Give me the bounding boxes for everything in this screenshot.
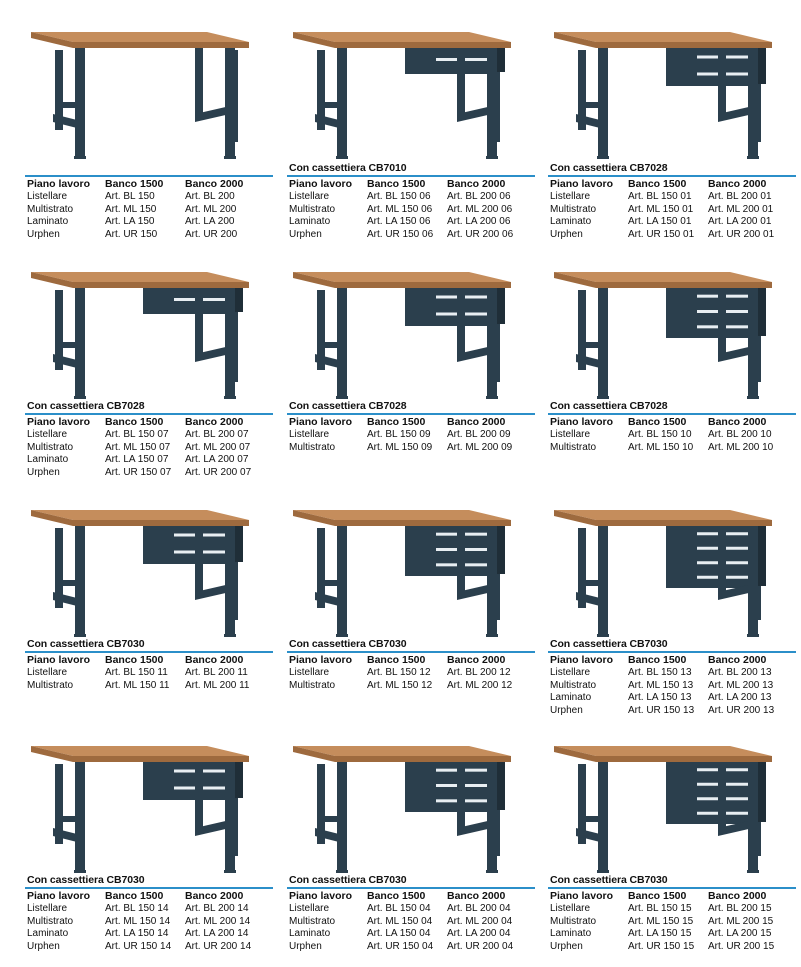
article-code: Art. BL 200 09 [447, 428, 511, 440]
table-row [550, 680, 774, 693]
column-header: Piano lavoro [550, 178, 614, 190]
article-code-table [27, 654, 249, 692]
article-code: Art. ML 150 01 [628, 203, 694, 215]
column-header: Banco 2000 [185, 654, 244, 666]
column-header: Piano lavoro [27, 178, 91, 190]
table-row [27, 442, 251, 455]
article-code-table [289, 890, 513, 954]
article-code: Art. LA 200 04 [447, 928, 511, 940]
caption-divider [25, 887, 273, 889]
article-code: Art. BL 200 06 [447, 190, 511, 202]
drawer-unit-caption: Con cassettiera CB7030 [27, 638, 145, 650]
article-code: Art. BL 200 11 [185, 666, 248, 678]
article-code: Art. ML 200 10 [708, 441, 774, 453]
workbench-illustration [293, 746, 511, 873]
table-row [550, 692, 774, 705]
article-code: Art. ML 150 06 [367, 203, 433, 215]
worktop-material: Listellare [27, 902, 68, 914]
table-row [289, 928, 513, 941]
column-header: Banco 1500 [367, 654, 426, 666]
column-header: Banco 1500 [367, 890, 426, 902]
worktop-material: Urphen [27, 467, 60, 479]
article-code: Art. ML 200 09 [447, 441, 513, 453]
worktop-material: Multistrato [289, 915, 336, 927]
table-row [27, 928, 251, 941]
table-row [27, 429, 251, 442]
worktop-material: Listellare [27, 428, 68, 440]
product-cell [25, 476, 275, 712]
table-row [27, 903, 251, 916]
drawer-unit-caption: Con cassettiera CB7028 [289, 400, 407, 412]
article-code: Art. ML 150 15 [628, 915, 694, 927]
article-code: Art. BL 150 01 [628, 190, 692, 202]
worktop-material: Listellare [550, 666, 591, 678]
caption-divider [548, 887, 796, 889]
worktop-material: Urphen [550, 941, 583, 953]
article-code: Art. UR 200 13 [708, 705, 775, 717]
column-header: Piano lavoro [289, 416, 353, 428]
article-code: Art. UR 200 14 [185, 941, 252, 953]
worktop-material: Multistrato [289, 441, 336, 453]
worktop-material: Laminato [550, 216, 592, 228]
table-row [289, 903, 513, 916]
table-row [27, 454, 251, 467]
caption-divider [548, 175, 796, 177]
article-code: Art. BL 200 [185, 190, 235, 202]
article-code: Art. ML 200 06 [447, 203, 513, 215]
article-code: Art. BL 200 01 [708, 190, 772, 202]
drawer-unit-caption: Con cassettiera CB7028 [27, 400, 145, 412]
column-header: Piano lavoro [27, 654, 91, 666]
workbench-image [287, 2, 537, 172]
article-code: Art. ML 150 11 [105, 679, 170, 691]
workbench-illustration [31, 32, 249, 159]
drawer-unit-caption: Con cassettiera CB7028 [550, 400, 668, 412]
column-header: Banco 2000 [708, 416, 767, 428]
article-code: Art. LA 200 [185, 216, 235, 228]
article-code: Art. LA 150 15 [628, 928, 692, 940]
article-code: Art. LA 200 07 [185, 454, 249, 466]
table-header-row [27, 416, 251, 429]
table-row [550, 442, 773, 455]
worktop-material: Urphen [27, 229, 60, 241]
article-code: Art. UR 150 04 [367, 941, 434, 953]
article-code: Art. BL 200 15 [708, 902, 772, 914]
column-header: Banco 1500 [628, 890, 687, 902]
article-code: Art. LA 200 14 [185, 928, 249, 940]
workbench-illustration [31, 272, 249, 399]
table-header-row [550, 178, 774, 191]
article-code: Art. UR 150 06 [367, 229, 434, 241]
caption-divider [25, 413, 273, 415]
article-code: Art. BL 200 12 [447, 666, 511, 678]
workbench-image [287, 480, 537, 650]
article-code: Art. ML 200 13 [708, 679, 774, 691]
worktop-material: Multistrato [27, 203, 74, 215]
column-header: Banco 1500 [367, 178, 426, 190]
workbench-image [548, 242, 798, 412]
worktop-material: Multistrato [289, 203, 336, 215]
product-cell [25, 0, 275, 241]
table-header-row [550, 654, 774, 667]
article-code-table [27, 178, 243, 242]
column-header: Banco 2000 [185, 178, 244, 190]
article-code-table [27, 416, 251, 480]
article-code: Art. UR 150 07 [105, 467, 172, 479]
table-row [27, 204, 243, 217]
article-code: Art. UR 200 01 [708, 229, 775, 241]
drawer-unit-caption: Con cassettiera CB7030 [550, 874, 668, 886]
article-code-table [27, 890, 251, 954]
worktop-material: Listellare [289, 902, 330, 914]
article-code: Art. UR 150 14 [105, 941, 172, 953]
workbench-illustration [293, 32, 511, 159]
worktop-material: Listellare [289, 190, 330, 202]
column-header: Banco 2000 [447, 890, 506, 902]
workbench-image [25, 716, 275, 886]
worktop-material: Laminato [550, 692, 592, 704]
product-cell [287, 238, 537, 474]
worktop-material: Laminato [289, 928, 331, 940]
column-header: Banco 1500 [628, 654, 687, 666]
article-code: Art. LA 150 04 [367, 928, 431, 940]
worktop-material: Listellare [27, 666, 68, 678]
column-header: Piano lavoro [27, 416, 91, 428]
worktop-material: Multistrato [550, 203, 597, 215]
article-code: Art. BL 200 07 [185, 428, 249, 440]
article-code: Art. ML 150 04 [367, 915, 433, 927]
article-code: Art. BL 150 10 [628, 428, 692, 440]
worktop-material: Multistrato [550, 915, 597, 927]
article-code-table [550, 416, 773, 454]
column-header: Banco 1500 [628, 416, 687, 428]
product-cell [25, 238, 275, 479]
workbench-illustration [31, 510, 249, 637]
workbench-image [548, 2, 798, 172]
product-cell [287, 0, 537, 241]
worktop-material: Listellare [289, 666, 330, 678]
caption-divider [287, 413, 535, 415]
article-code: Art. UR 200 [185, 229, 238, 241]
article-code: Art. BL 150 06 [367, 190, 431, 202]
product-cell [548, 712, 798, 953]
article-code: Art. BL 150 07 [105, 428, 169, 440]
table-row [289, 191, 513, 204]
column-header: Banco 1500 [105, 654, 164, 666]
product-cell [548, 0, 798, 241]
worktop-material: Laminato [27, 216, 69, 228]
article-code: Art. BL 200 04 [447, 902, 511, 914]
article-code: Art. ML 150 07 [105, 441, 171, 453]
article-code: Art. UR 200 07 [185, 467, 252, 479]
table-row [289, 429, 512, 442]
article-code: Art. BL 150 11 [105, 666, 168, 678]
column-header: Banco 2000 [185, 890, 244, 902]
table-row [289, 680, 512, 693]
drawer-unit-caption: Con cassettiera CB7030 [289, 638, 407, 650]
worktop-material: Urphen [289, 229, 322, 241]
table-row [289, 916, 513, 929]
article-code-table [289, 416, 512, 454]
column-header: Piano lavoro [550, 416, 614, 428]
table-row [550, 928, 774, 941]
table-header-row [27, 654, 249, 667]
worktop-material: Multistrato [27, 915, 74, 927]
article-code: Art. BL 150 12 [367, 666, 431, 678]
table-row [289, 667, 512, 680]
article-code: Art. BL 150 15 [628, 902, 692, 914]
article-code: Art. LA 150 06 [367, 216, 431, 228]
workbench-image [548, 480, 798, 650]
drawer-unit-caption: Con cassettiera CB7030 [289, 874, 407, 886]
article-code: Art. BL 150 13 [628, 666, 692, 678]
article-code: Art. UR 150 01 [628, 229, 695, 241]
article-code: Art. ML 200 15 [708, 915, 774, 927]
worktop-material: Multistrato [550, 679, 597, 691]
article-code: Art. LA 150 13 [628, 692, 692, 704]
article-code: Art. LA 200 01 [708, 216, 772, 228]
article-code: Art. ML 200 01 [708, 203, 774, 215]
article-code: Art. ML 200 04 [447, 915, 513, 927]
table-row [289, 216, 513, 229]
workbench-illustration [554, 510, 772, 637]
article-code: Art. BL 200 14 [185, 902, 249, 914]
workbench-illustration [554, 32, 772, 159]
article-code: Art. UR 200 06 [447, 229, 514, 241]
article-code: Art. BL 150 14 [105, 902, 169, 914]
worktop-material: Listellare [289, 428, 330, 440]
drawer-unit-caption: Con cassettiera CB7030 [550, 638, 668, 650]
article-code: Art. UR 150 13 [628, 705, 695, 717]
worktop-material: Listellare [550, 190, 591, 202]
column-header: Banco 2000 [708, 890, 767, 902]
workbench-image [287, 716, 537, 886]
article-code: Art. ML 150 13 [628, 679, 694, 691]
worktop-material: Laminato [550, 928, 592, 940]
article-code: Art. BL 150 09 [367, 428, 431, 440]
table-row [550, 941, 774, 954]
worktop-material: Laminato [27, 454, 69, 466]
product-cell [287, 712, 537, 953]
table-row [550, 191, 774, 204]
article-code: Art. ML 200 12 [447, 679, 513, 691]
table-row [27, 667, 249, 680]
table-row [289, 204, 513, 217]
article-code-table [289, 178, 513, 242]
article-code: Art. LA 150 [105, 216, 155, 228]
workbench-image [25, 242, 275, 412]
workbench-image [548, 716, 798, 886]
workbench-image [25, 2, 275, 172]
worktop-material: Listellare [550, 902, 591, 914]
column-header: Banco 2000 [185, 416, 244, 428]
article-code: Art. ML 200 14 [185, 915, 251, 927]
column-header: Banco 1500 [105, 178, 164, 190]
column-header: Banco 2000 [447, 178, 506, 190]
column-header: Banco 2000 [447, 654, 506, 666]
article-code: Art. ML 150 10 [628, 441, 694, 453]
table-row [289, 941, 513, 954]
worktop-material: Listellare [550, 428, 591, 440]
article-code-table [289, 654, 512, 692]
product-cell [548, 238, 798, 474]
table-header-row [550, 890, 774, 903]
article-code: Art. UR 200 15 [708, 941, 775, 953]
product-cell [25, 712, 275, 953]
article-code: Art. ML 200 11 [185, 679, 250, 691]
column-header: Piano lavoro [289, 890, 353, 902]
article-code: Art. UR 200 04 [447, 941, 514, 953]
article-code: Art. ML 200 [185, 203, 237, 215]
article-code: Art. LA 200 06 [447, 216, 511, 228]
worktop-material: Urphen [289, 941, 322, 953]
article-code: Art. UR 150 15 [628, 941, 695, 953]
table-row [27, 216, 243, 229]
worktop-material: Urphen [550, 229, 583, 241]
table-row [27, 916, 251, 929]
product-cell [287, 476, 537, 712]
table-header-row [289, 178, 513, 191]
article-code: Art. BL 200 10 [708, 428, 772, 440]
article-code-table [550, 178, 774, 242]
article-code: Art. UR 150 [105, 229, 158, 241]
table-row [27, 191, 243, 204]
column-header: Banco 2000 [447, 416, 506, 428]
article-code-table [550, 890, 774, 954]
worktop-material: Urphen [27, 941, 60, 953]
article-code: Art. BL 200 13 [708, 666, 772, 678]
caption-divider [287, 887, 535, 889]
table-row [550, 903, 774, 916]
column-header: Banco 1500 [628, 178, 687, 190]
article-code: Art. LA 150 07 [105, 454, 169, 466]
table-row [550, 667, 774, 680]
worktop-material: Multistrato [27, 679, 74, 691]
article-code-table [550, 654, 774, 718]
worktop-material: Urphen [550, 705, 583, 717]
drawer-unit-caption: Con cassettiera CB7010 [289, 162, 407, 174]
table-row [550, 216, 774, 229]
column-header: Banco 1500 [367, 416, 426, 428]
drawer-unit-caption: Con cassettiera CB7028 [550, 162, 668, 174]
column-header: Banco 2000 [708, 178, 767, 190]
column-header: Piano lavoro [289, 178, 353, 190]
article-code: Art. LA 150 01 [628, 216, 692, 228]
worktop-material: Multistrato [550, 441, 597, 453]
table-row [550, 204, 774, 217]
workbench-image [287, 242, 537, 412]
worktop-material: Laminato [289, 216, 331, 228]
column-header: Piano lavoro [550, 654, 614, 666]
table-row [27, 941, 251, 954]
worktop-material: Multistrato [27, 441, 74, 453]
column-header: Banco 1500 [105, 416, 164, 428]
workbench-illustration [293, 510, 511, 637]
caption-divider [25, 651, 273, 653]
workbench-illustration [31, 746, 249, 873]
table-header-row [550, 416, 773, 429]
article-code: Art. BL 150 04 [367, 902, 431, 914]
article-code: Art. ML 150 14 [105, 915, 171, 927]
caption-divider [548, 651, 796, 653]
workbench-image [25, 480, 275, 650]
worktop-material: Listellare [27, 190, 68, 202]
table-header-row [27, 890, 251, 903]
article-code: Art. ML 150 09 [367, 441, 433, 453]
product-cell [548, 476, 798, 717]
column-header: Banco 1500 [105, 890, 164, 902]
table-header-row [289, 654, 512, 667]
article-code: Art. LA 200 15 [708, 928, 772, 940]
drawer-unit-caption: Con cassettiera CB7030 [27, 874, 145, 886]
table-header-row [289, 890, 513, 903]
article-code: Art. BL 150 [105, 190, 155, 202]
workbench-illustration [293, 272, 511, 399]
caption-divider [287, 175, 535, 177]
article-code: Art. ML 150 12 [367, 679, 433, 691]
column-header: Piano lavoro [550, 890, 614, 902]
table-row [550, 916, 774, 929]
workbench-illustration [554, 272, 772, 399]
table-header-row [289, 416, 512, 429]
caption-divider [287, 651, 535, 653]
column-header: Banco 2000 [708, 654, 767, 666]
article-code: Art. LA 150 14 [105, 928, 169, 940]
article-code: Art. ML 200 07 [185, 441, 251, 453]
worktop-material: Laminato [27, 928, 69, 940]
workbench-illustration [554, 746, 772, 873]
article-code: Art. LA 200 13 [708, 692, 772, 704]
column-header: Piano lavoro [289, 654, 353, 666]
table-header-row [27, 178, 243, 191]
column-header: Piano lavoro [27, 890, 91, 902]
table-row [550, 429, 773, 442]
caption-divider [548, 413, 796, 415]
caption-divider [25, 175, 273, 177]
worktop-material: Multistrato [289, 679, 336, 691]
article-code: Art. ML 150 [105, 203, 157, 215]
table-row [289, 442, 512, 455]
table-row [27, 680, 249, 693]
